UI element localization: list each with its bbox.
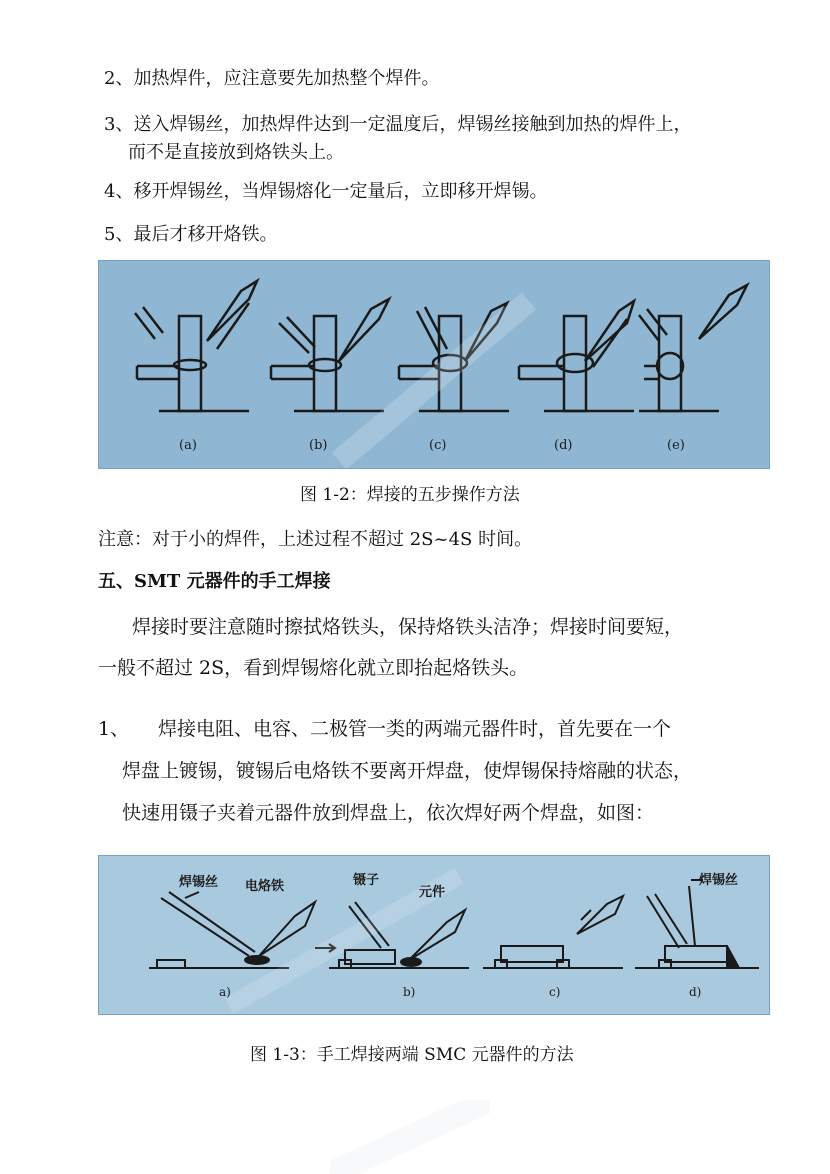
label-d2: d) bbox=[689, 985, 702, 999]
step-3-line-2: 而不是直接放到烙铁头上。 bbox=[128, 142, 344, 163]
five-step-diagram bbox=[99, 261, 769, 468]
smc-soldering-figure bbox=[98, 855, 770, 1015]
item-1-line-1: 焊接电阻、电容、二极管一类的两端元器件时，首先要在一个 bbox=[158, 718, 672, 740]
step-a-drawing bbox=[135, 281, 257, 411]
item-1-line-3: 快速用镊子夹着元器件放到焊盘上，依次焊好两个焊盘，如图： bbox=[122, 802, 655, 824]
callout-tweezers: 镊子 bbox=[353, 873, 380, 888]
paragraph-line-2: 一般不超过 2S，看到焊锡熔化就立即抬起烙铁头。 bbox=[98, 657, 529, 679]
label-c2: c) bbox=[549, 985, 561, 999]
panel-c-drawing bbox=[483, 896, 623, 968]
label-a: (a) bbox=[179, 438, 197, 453]
figure-1-caption: 图 1-2：焊接的五步操作方法 bbox=[300, 485, 520, 505]
item-1-line-2: 焊盘上镀锡，镀锡后电烙铁不要离开焊盘，使焊锡保持熔融的状态， bbox=[122, 760, 693, 782]
step-3-line-1: 3、送入焊锡丝，加热焊件达到一定温度后，焊锡丝接触到加热的焊件上， bbox=[104, 114, 692, 135]
step-b-drawing bbox=[271, 299, 389, 411]
callout-component: 元件 bbox=[419, 885, 446, 900]
callout-iron: 电烙铁 bbox=[245, 879, 285, 894]
label-e: (e) bbox=[667, 438, 685, 453]
item-1-number: 1、 bbox=[98, 718, 130, 740]
label-b2: b) bbox=[403, 985, 416, 999]
panel-d-drawing bbox=[635, 880, 759, 968]
step-e-drawing bbox=[639, 285, 747, 411]
smc-diagram bbox=[99, 856, 769, 1014]
step-5: 5、最后才移开烙铁。 bbox=[104, 224, 278, 245]
page-watermark bbox=[330, 1100, 490, 1174]
callout-solder-wire-d: 焊锡丝 bbox=[699, 873, 739, 888]
note: 注意：对于小的焊件，上述过程不超过 2S~4S 时间。 bbox=[98, 529, 533, 550]
step-d-drawing bbox=[519, 301, 634, 411]
step-4: 4、移开焊锡丝，当焊锡熔化一定量后，立即移开焊锡。 bbox=[104, 181, 548, 202]
label-a2: a) bbox=[219, 985, 231, 999]
figure-2-caption: 图 1-3：手工焊接两端 SMC 元器件的方法 bbox=[250, 1045, 574, 1065]
five-step-soldering-figure bbox=[98, 260, 770, 469]
label-d: (d) bbox=[554, 438, 573, 453]
callout-solder-wire: 焊锡丝 bbox=[179, 875, 219, 890]
step-2: 2、加热焊件，应注意要先加热整个焊件。 bbox=[104, 68, 440, 89]
panel-a-drawing bbox=[149, 892, 315, 968]
paragraph-line-1: 焊接时要注意随时擦拭烙铁头，保持烙铁头洁净；焊接时间要短， bbox=[132, 616, 684, 638]
label-b: (b) bbox=[309, 438, 328, 453]
section-heading: 五、SMT 元器件的手工焊接 bbox=[98, 571, 331, 592]
label-c: (c) bbox=[429, 438, 447, 453]
